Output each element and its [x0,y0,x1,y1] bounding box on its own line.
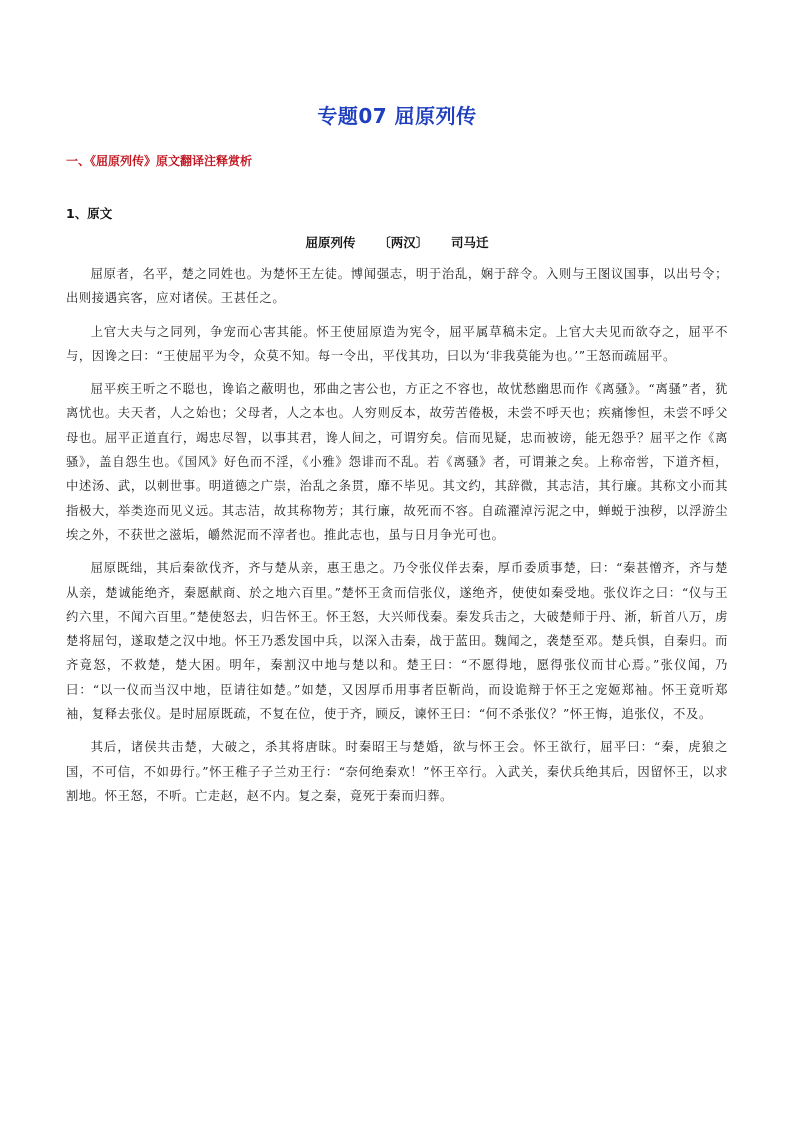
work-era: 〔两汉〕 [378,235,429,250]
paragraph: 上官大夫与之同列，争宠而心害其能。怀王使屈原造为宪令，屈平属草稿未定。上官大夫见而欲夺之，屈平不与，因谗之曰：“王使屈平为令，众莫不知。每一令出，平伐其功，曰以为‘非我莫能为也。’”王怒而疏屈平。 [66,324,728,363]
paragraph: 屈平疾王听之不聪也，谗谄之蔽明也，邪曲之害公也，方正之不容也，故忧愁幽思而作《离骚》。“离骚”者，犹离忧也。夫天者，人之始也；父母者，人之本也。人穷则反本，故劳苦倦极，未尝不呼天也；疾痛惨怛，未尝不呼父母也。屈平正道直行，竭忠尽智，以事其君，谗人间之，可谓穷矣。信而见疑，忠而被谤，能无怨乎？屈平之作《离骚》，盖自怨生也。《国风》好色而不淫，《小雅》怨诽而不乱。若《离骚》者，可谓兼之矣。上称帝喾，下道齐桓，中述汤、武，以刺世事。明道德之广崇，治乱之条贯，靡不毕见。其文约，其辞微，其志洁，其行廉。其称文小而其指极大，举类迩而见义远。其志洁，故其称物芳；其行廉，故死而不容。自疏濯淖污泥之中，蝉蜕于浊秽，以浮游尘埃之外，不获世之滋垢，皭然泥而不滓者也。推此志也，虽与日月争光可也。 [66,382,728,542]
paragraph: 屈原者，名平，楚之同姓也。为楚怀王左徒。博闻强志，明于治乱，娴于辞令。入则与王图议国事，以出号令；出则接遇宾客，应对诸侯。王甚任之。 [66,267,728,306]
work-author: 司马迁 [450,235,489,250]
subsection-heading: 1、原文 [66,206,113,221]
page-title: 专题07 屈原列传 [317,104,477,128]
paragraph: 屈原既绌，其后秦欲伐齐，齐与楚从亲，惠王患之。乃令张仪佯去秦，厚币委质事楚，曰：“秦甚憎齐，齐与楚从亲，楚诚能绝齐，秦愿献商、於之地六百里。”楚怀王贪而信张仪，遂绝齐，使使如秦受地。张仪诈之曰：“仪与王约六里，不闻六百里。”楚使怒去，归告怀王。怀王怒，大兴师伐秦。秦发兵击之，大破楚师于丹、淅，斩首八万，虏楚将屈匄，遂取楚之汉中地。怀王乃悉发国中兵，以深入击秦，战于蓝田。魏闻之，袭楚至邓。楚兵惧，自秦归。而齐竟怒，不救楚，楚大困。明年，秦割汉中地与楚以和。楚王曰：“不愿得地，愿得张仪而甘心焉。”张仪闻，乃曰：“以一仪而当汉中地，臣请往如楚。”如楚，又因厚币用事者臣靳尚，而设诡辩于怀王之宠姬郑袖。怀王竟听郑袖，复释去张仪。是时屈原既疏，不复在位，使于齐，顾反，谏怀王曰：“何不杀张仪？”怀王悔，追张仪，不及。 [66,561,728,722]
paragraph: 其后，诸侯共击楚，大破之，杀其将唐眜。时秦昭王与楚婚，欲与怀王会。怀王欲行，屈平曰：“秦，虎狼之国，不可信，不如毋行。”怀王稚子子兰劝王行：“奈何绝秦欢！”怀王卒行。入武关，秦伏兵绝其后，因留怀王，以求割地。怀王怒，不听。亡走赵，赵不内。复之秦，竟死于秦而归葬。 [66,740,728,803]
section-heading: 一、《屈原列传》原文翻译注释赏析 [66,154,253,168]
work-title-line [0,233,794,251]
work-name: 屈原列传 [305,235,356,250]
body-text [66,262,728,817]
